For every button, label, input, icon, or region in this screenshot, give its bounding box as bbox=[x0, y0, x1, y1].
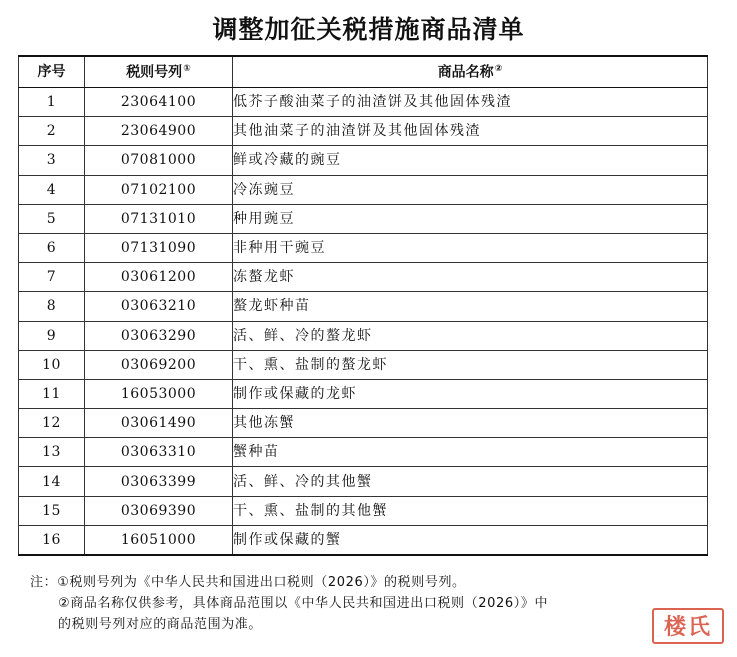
row-tariff-code: 03063310 bbox=[85, 438, 233, 467]
row-tariff-code: 03063399 bbox=[85, 467, 233, 496]
row-tariff-code: 16053000 bbox=[85, 379, 233, 408]
row-seq: 9 bbox=[19, 321, 85, 350]
row-goods-name: 冷冻豌豆 bbox=[233, 175, 708, 204]
table-row bbox=[19, 409, 708, 438]
row-seq: 6 bbox=[19, 233, 85, 262]
row-seq: 2 bbox=[19, 117, 85, 146]
row-seq: 1 bbox=[19, 88, 85, 117]
row-goods-name: 其他冻蟹 bbox=[233, 409, 708, 438]
row-seq: 7 bbox=[19, 263, 85, 292]
row-tariff-code: 03063210 bbox=[85, 292, 233, 321]
row-tariff-code: 03063290 bbox=[85, 321, 233, 350]
row-tariff-code: 23064100 bbox=[85, 88, 233, 117]
footnotes bbox=[30, 572, 710, 635]
row-seq: 14 bbox=[19, 467, 85, 496]
row-tariff-code: 07131090 bbox=[85, 233, 233, 262]
table-row bbox=[19, 350, 708, 379]
row-seq: 4 bbox=[19, 175, 85, 204]
row-goods-name: 活、鲜、冷的其他蟹 bbox=[233, 467, 708, 496]
row-goods-name: 冻螯龙虾 bbox=[233, 263, 708, 292]
row-seq: 10 bbox=[19, 350, 85, 379]
row-goods-name: 活、鲜、冷的螯龙虾 bbox=[233, 321, 708, 350]
table-row bbox=[19, 467, 708, 496]
row-goods-name: 制作或保藏的蟹 bbox=[233, 525, 708, 555]
tariff-goods-table bbox=[18, 55, 708, 556]
row-seq: 16 bbox=[19, 525, 85, 555]
row-tariff-code: 03069200 bbox=[85, 350, 233, 379]
footnote-2-continued: 的税则号列对应的商品范围为准。 bbox=[58, 617, 263, 632]
table-row bbox=[19, 379, 708, 408]
page-title: 调整加征关税措施商品清单 bbox=[212, 15, 525, 44]
row-seq: 11 bbox=[19, 379, 85, 408]
row-goods-name: 鲜或冷藏的豌豆 bbox=[233, 146, 708, 175]
row-tariff-code: 03061200 bbox=[85, 263, 233, 292]
row-tariff-code: 07102100 bbox=[85, 175, 233, 204]
header-code: 税则号列① bbox=[85, 56, 233, 88]
table-row bbox=[19, 496, 708, 525]
header-name: 商品名称② bbox=[233, 56, 708, 88]
row-seq: 13 bbox=[19, 438, 85, 467]
row-seq: 8 bbox=[19, 292, 85, 321]
table-row bbox=[19, 146, 708, 175]
row-seq: 15 bbox=[19, 496, 85, 525]
row-tariff-code: 07131010 bbox=[85, 204, 233, 233]
row-seq: 5 bbox=[19, 204, 85, 233]
row-goods-name: 干、熏、盐制的其他蟹 bbox=[233, 496, 708, 525]
row-tariff-code: 07081000 bbox=[85, 146, 233, 175]
table-row bbox=[19, 233, 708, 262]
table-row bbox=[19, 88, 708, 117]
footnote-2: ②商品名称仅供参考，具体商品范围以《中华人民共和国进出口税则（2026）》中 bbox=[58, 596, 549, 611]
row-goods-name: 干、熏、盐制的螯龙虾 bbox=[233, 350, 708, 379]
table-header-row bbox=[19, 56, 708, 88]
table-row bbox=[19, 321, 708, 350]
table-row bbox=[19, 292, 708, 321]
row-tariff-code: 16051000 bbox=[85, 525, 233, 555]
footnote-mark-2: ② bbox=[494, 63, 503, 74]
row-goods-name: 种用豌豆 bbox=[233, 204, 708, 233]
footnote-1: 注：①税则号列为《中华人民共和国进出口税则（2026）》的税则号列。 bbox=[30, 575, 466, 590]
table-row bbox=[19, 525, 708, 555]
table-row bbox=[19, 117, 708, 146]
table-row bbox=[19, 263, 708, 292]
row-goods-name: 制作或保藏的龙虾 bbox=[233, 379, 708, 408]
watermark-stamp: 楼氏 bbox=[652, 608, 724, 644]
table-row bbox=[19, 204, 708, 233]
footnote-mark-1: ① bbox=[183, 63, 191, 74]
table-row bbox=[19, 438, 708, 467]
row-goods-name: 非种用干豌豆 bbox=[233, 233, 708, 262]
row-seq: 12 bbox=[19, 409, 85, 438]
row-goods-name: 螯龙虾种苗 bbox=[233, 292, 708, 321]
row-goods-name: 低芥子酸油菜子的油渣饼及其他固体残渣 bbox=[233, 88, 708, 117]
header-seq: 序号 bbox=[19, 56, 85, 88]
row-tariff-code: 23064900 bbox=[85, 117, 233, 146]
row-goods-name: 蟹种苗 bbox=[233, 438, 708, 467]
row-tariff-code: 03069390 bbox=[85, 496, 233, 525]
table-row bbox=[19, 175, 708, 204]
row-goods-name: 其他油菜子的油渣饼及其他固体残渣 bbox=[233, 117, 708, 146]
row-tariff-code: 03061490 bbox=[85, 409, 233, 438]
row-seq: 3 bbox=[19, 146, 85, 175]
